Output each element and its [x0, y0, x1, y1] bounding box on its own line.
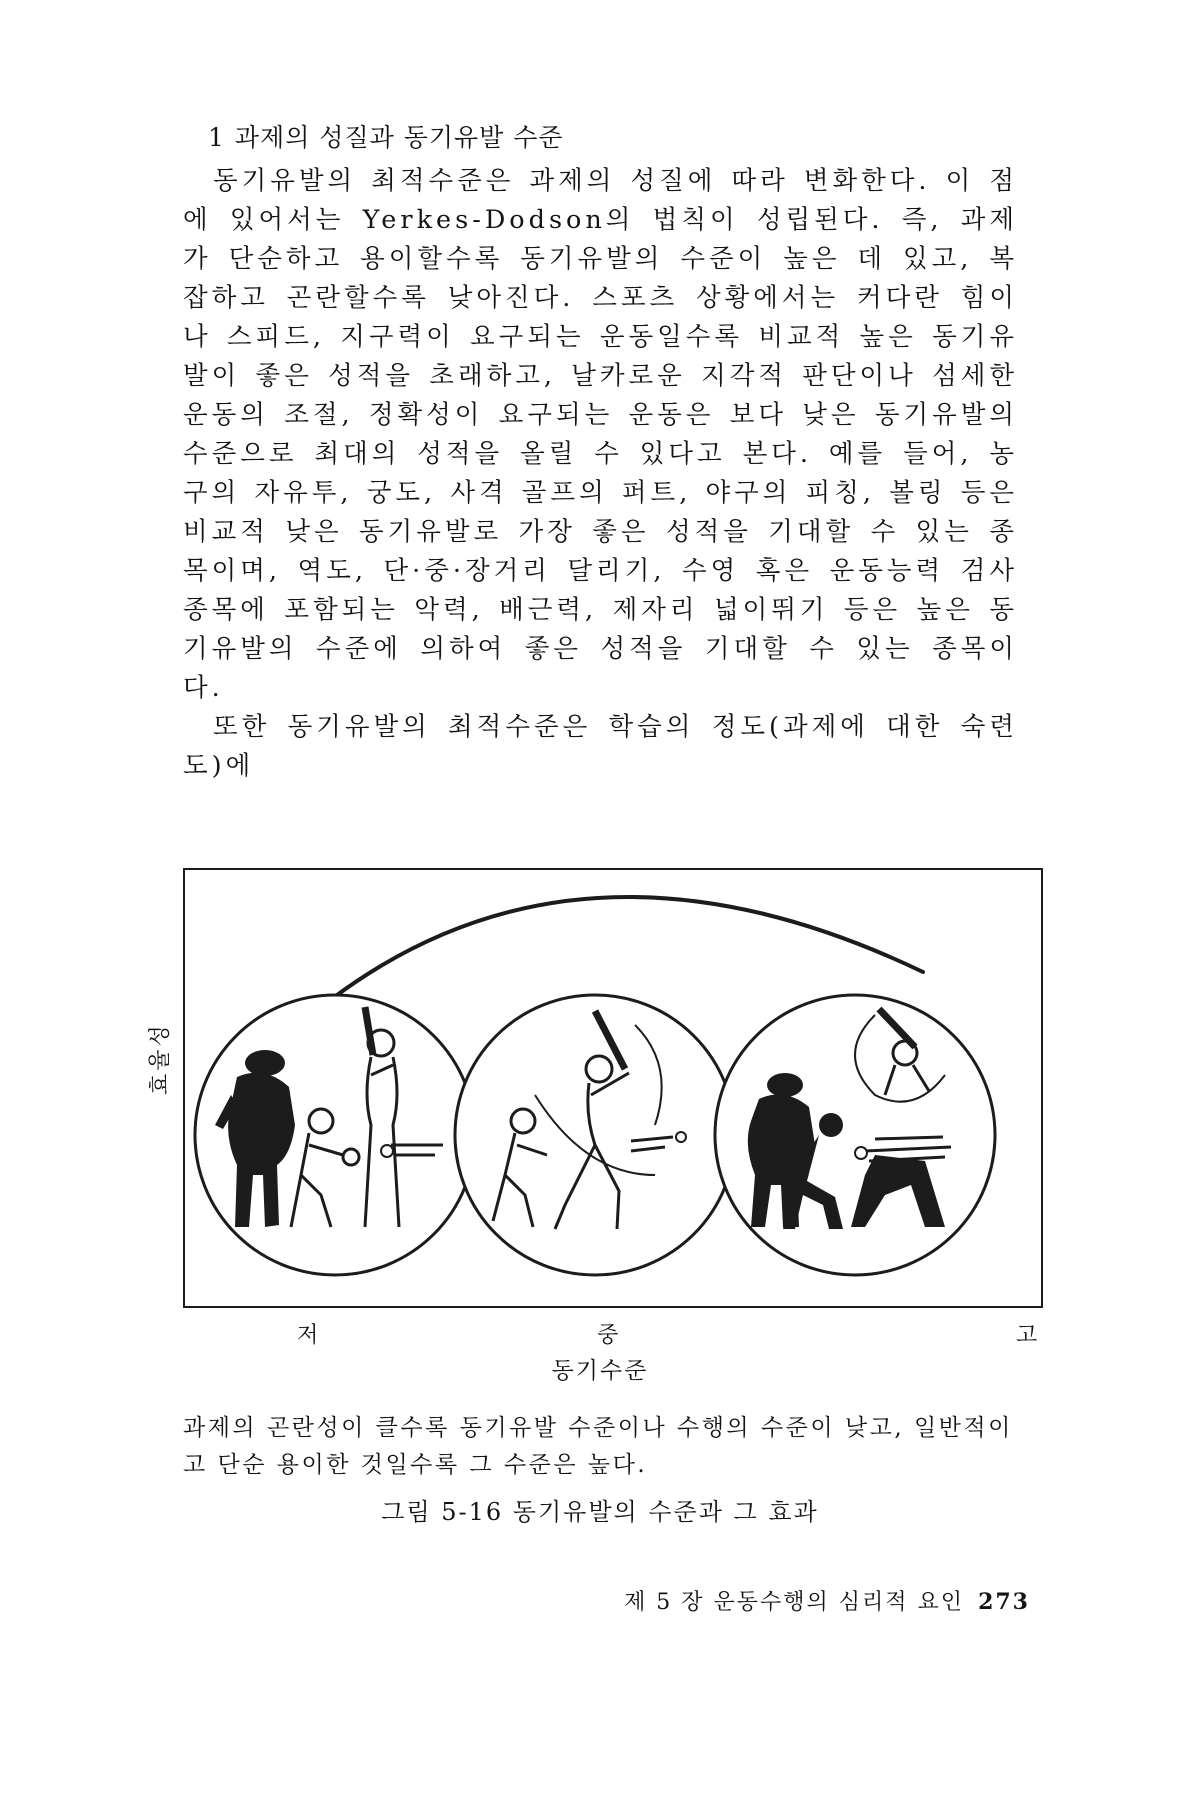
- panel-high-motivation: [715, 995, 995, 1275]
- running-footer: [624, 1585, 1030, 1616]
- chapter-title: 제 5 장 운동수행의 심리적 요인: [624, 1590, 965, 1615]
- figure-title: 그림 5-16 동기유발의 수준과 그 효과: [381, 1498, 819, 1526]
- figure-note: 과제의 곤란성이 클수록 동기유발 수준이나 수행의 수준이 낮고, 일반적이고 단순 용이한 것일수록 그 수준은 높다.: [183, 1415, 1013, 1478]
- panel-medium-motivation: [455, 995, 735, 1275]
- inverted-u-curve: [333, 897, 923, 998]
- figure-illustration: [185, 870, 1041, 1306]
- x-axis-label: 동기수준: [551, 1358, 649, 1384]
- y-axis-label: 효율성: [148, 1022, 173, 1095]
- x-tick-low: 저: [297, 1323, 319, 1348]
- paragraph-2: 또한 동기유발의 최적수준은 학습의 정도(과제에 대한 숙련도)에: [183, 712, 1018, 781]
- panel-low-motivation: [195, 995, 475, 1275]
- section-number: 1: [208, 123, 225, 152]
- section-heading: [208, 118, 564, 154]
- section-title: 과제의 성질과 동기유발 수준: [234, 123, 564, 152]
- x-tick-high: 고: [1016, 1323, 1038, 1348]
- body-text: [183, 162, 1018, 786]
- figure-frame: [183, 868, 1043, 1308]
- page-number: 273: [978, 1589, 1030, 1615]
- x-tick-medium: 중: [597, 1323, 619, 1348]
- paragraph-1: 동기유발의 최적수준은 과제의 성질에 따라 변화한다. 이 점에 있어서는 Yerkes-Dodson의 법칙이 성립된다. 즉, 과제가 단순하고 용이할수록 동기유발의 수준이 높은 데 있고, 복잡하고 곤란할수록 낮아진다. 스포츠 상황에서는 커다란 힘이나 스피드, 지구력이 요구되는 운동일수록 비교적 높은 동기유발이 좋은 성적을 초래하고, 날카로운 지각적 판단이나 섬세한 운동의 조절, 정확성이 요구되는 운동은 보다 낮은 동기유발의 수준으로 최대의 성적을 올릴 수 있다고 본다. 예를 들어, 농구의 자유투, 궁도, 사격 골프의 퍼트, 야구의 피칭, 볼링 등은 비교적 낮은 동기유발로 가장 좋은 성적을 기대할 수 있는 종목이며, 역도, 단·중·장거리 달리기, 수영 혹은 운동능력 검사 종목에 포함되는 악력, 배근력, 제자리 넓이뛰기 등은 높은 동기유발의 수준에 의하여 좋은 성적을 기대할 수 있는 종목이다.: [183, 166, 1018, 703]
